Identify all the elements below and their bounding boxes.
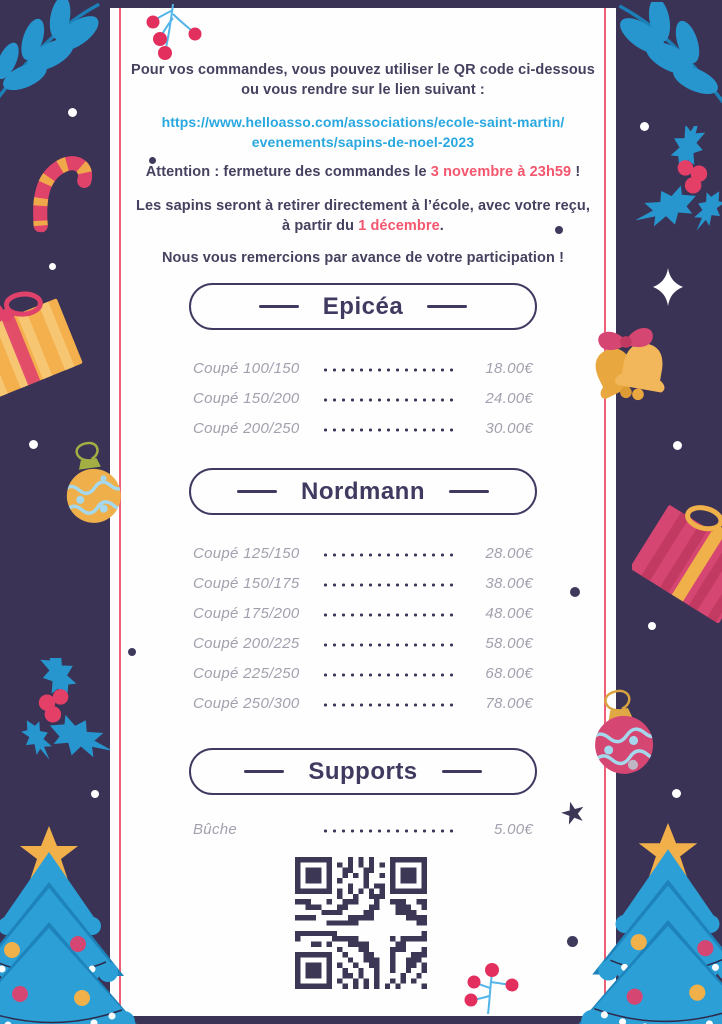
- item-label: Coupé 200/250: [193, 419, 300, 437]
- item-price: 18.00€: [485, 359, 533, 377]
- sparkle-icon: [653, 268, 683, 306]
- link-line2[interactable]: evenements/sapins-de-noel-2023: [251, 134, 475, 150]
- bells-icon: [583, 320, 675, 412]
- navy-dot: [149, 157, 156, 164]
- price-row: [193, 598, 533, 628]
- navy-dot: [128, 648, 136, 656]
- snow-dot: [648, 622, 656, 630]
- dotted-leader: [321, 583, 453, 587]
- price-row: [193, 814, 533, 844]
- snow-dot: [49, 263, 56, 270]
- pickup-suffix: .: [439, 218, 444, 234]
- price-row: [193, 538, 533, 568]
- snow-dot: [672, 789, 681, 798]
- item-price: 78.00€: [485, 694, 533, 712]
- pickup-date: 1 décembre: [358, 218, 440, 234]
- attention-prefix: Attention : fermeture des commandes le: [145, 164, 431, 180]
- dotted-leader: [321, 553, 453, 557]
- dotted-leader: [321, 703, 453, 707]
- berry-sprig-icon: [452, 952, 524, 1014]
- attention-deadline: 3 novembre à 23h59: [430, 164, 572, 180]
- intro-line1: Pour vos commandes, vous pouvez utiliser le QR code ci-dessous: [131, 62, 595, 78]
- item-price: 58.00€: [485, 634, 533, 652]
- title-dash: [237, 490, 277, 494]
- section-title-label: Nordmann: [301, 477, 425, 505]
- thanks-text: Nous vous remercions par avance de votre participation !: [161, 250, 565, 266]
- price-list-nordmann: [193, 538, 533, 718]
- price-row: [193, 413, 533, 443]
- star-icon: ★: [556, 794, 591, 833]
- item-label: Coupé 150/175: [193, 574, 300, 592]
- qr-code: [295, 857, 427, 989]
- leaf-branch-icon: [612, 2, 722, 114]
- dotted-leader: [321, 428, 453, 432]
- price-row: [193, 658, 533, 688]
- snow-dot: [673, 441, 682, 450]
- navy-dot: [570, 587, 580, 597]
- berry-sprig-icon: [143, 2, 207, 64]
- candy-cane-icon: [23, 135, 99, 237]
- bauble-icon: [580, 679, 664, 780]
- item-label: Coupé 125/150: [193, 544, 300, 562]
- title-dash: [442, 770, 482, 774]
- attention-text: [110, 162, 616, 182]
- price-row: [193, 383, 533, 413]
- dotted-leader: [321, 368, 453, 372]
- item-label: Coupé 225/250: [193, 664, 300, 682]
- navy-dot: [555, 226, 563, 234]
- gift-icon: [632, 488, 722, 623]
- link-line1[interactable]: https://www.helloasso.com/associations/ecole-saint-martin/: [161, 114, 565, 130]
- attention-suffix: !: [571, 164, 581, 180]
- dotted-leader: [321, 613, 453, 617]
- item-price: 5.00€: [493, 820, 533, 838]
- item-label: Coupé 250/300: [193, 694, 300, 712]
- dotted-leader: [321, 673, 453, 677]
- section-title-label: Epicéa: [322, 292, 404, 320]
- item-price: 24.00€: [485, 389, 533, 407]
- item-label: Coupé 100/150: [193, 359, 300, 377]
- pickup-prefix: à partir du: [282, 218, 359, 234]
- bauble-icon: [54, 434, 130, 532]
- leaf-branch-icon: [0, 0, 104, 110]
- price-row: [193, 568, 533, 598]
- item-price: 38.00€: [485, 574, 533, 592]
- intro-line2: ou vous rendre sur le lien suivant :: [241, 82, 485, 98]
- price-list-epicea: [193, 353, 533, 443]
- dotted-leader: [321, 643, 453, 647]
- section-title-nordmann: [189, 468, 537, 515]
- price-row: [193, 688, 533, 718]
- holly-icon: [18, 658, 110, 760]
- title-dash: [244, 770, 284, 774]
- section-title-supports: [189, 748, 537, 795]
- section-title-epicea: [189, 283, 537, 330]
- item-price: 28.00€: [485, 544, 533, 562]
- snow-dot: [29, 440, 38, 449]
- item-label: Coupé 150/200: [193, 389, 300, 407]
- flyer-panel: [110, 8, 616, 1016]
- pickup-text: [110, 196, 616, 236]
- item-label: Bûche: [193, 820, 238, 838]
- dotted-leader: [321, 829, 453, 833]
- title-dash: [427, 305, 467, 309]
- section-title-label: Supports: [308, 757, 418, 785]
- gift-icon: [0, 272, 85, 412]
- price-row: [193, 628, 533, 658]
- intro-text: [110, 60, 616, 100]
- holly-icon: [636, 126, 722, 234]
- snow-dot: [91, 790, 99, 798]
- christmas-tree-icon: [575, 823, 722, 1024]
- dotted-leader: [321, 398, 453, 402]
- item-label: Coupé 175/200: [193, 604, 300, 622]
- christmas-tree-icon: [0, 826, 137, 1024]
- price-list-supports: [193, 814, 533, 844]
- snow-dot: [68, 108, 77, 117]
- price-row: [193, 353, 533, 383]
- pickup-line1: Les sapins seront à retirer directement à l’école, avec votre reçu,: [136, 198, 590, 214]
- item-price: 30.00€: [485, 419, 533, 437]
- item-price: 68.00€: [485, 664, 533, 682]
- title-dash: [259, 305, 299, 309]
- item-label: Coupé 200/225: [193, 634, 300, 652]
- order-link[interactable]: [110, 112, 616, 152]
- flyer-content: [110, 8, 616, 1016]
- title-dash: [449, 490, 489, 494]
- item-price: 48.00€: [485, 604, 533, 622]
